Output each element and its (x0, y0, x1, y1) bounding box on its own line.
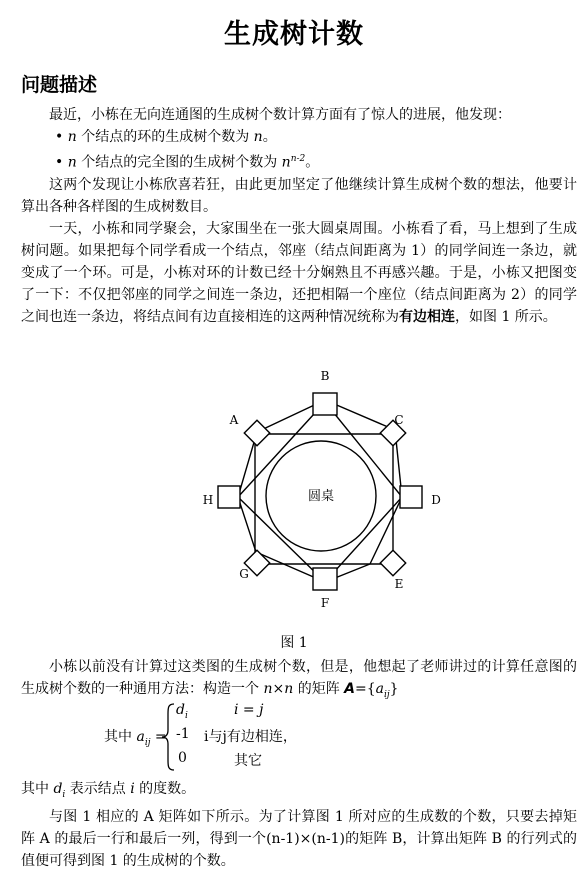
paragraph-2: 这两个发现让小栋欣喜若狂，由此更加坚定了他继续计算生成树个数的想法，他要计算出各种各样图的生成树数目。 (21, 176, 577, 215)
closing-text (21, 778, 577, 872)
intro-paragraph: 最近，小栋在无向连通图的生成树个数计算方面有了惊人的进展，他发现： (49, 107, 511, 123)
label-a: A (229, 413, 239, 427)
section-heading: 问题描述 (21, 74, 98, 96)
problem-text (21, 104, 577, 328)
seat-d (400, 486, 422, 508)
seat-b (313, 393, 337, 415)
label-g: G (239, 567, 249, 581)
label-c: C (394, 413, 404, 427)
label-e: E (394, 577, 404, 591)
final-paragraph: 与图 1 相应的 A 矩阵如下所示。为了计算图 1 所对应的生成数的个数，只要去掉矩阵 A 的最后一行和最后一列，得到一个(n-1)×(n-1)的矩阵 B，计算出矩阵 B 的行列式的值便可得到图 1 的生成树的个数。 (21, 808, 577, 869)
label-d: D (431, 493, 441, 507)
seat-e (380, 550, 405, 575)
bullet-complete-graph: • n 个结点的完全图的生成树个数为 $n^{n-2}$。 (55, 154, 320, 171)
brace-icon (160, 702, 176, 772)
bullet-ring: • n 个结点的环的生成树个数为 n。 (55, 129, 277, 145)
paragraph-3: 一天，小栋和同学聚会，大家围坐在一张大圆桌周围。小栋看了看，马上想到了生成树问题。如果把每个同学看成一个结点，邻座（结点间距离为 1）的同学间连一条边，就变成了一个环。可是，小栋对环的计数已经十分娴熟且不再感兴趣。于是，小栋又把图变了一下：不仅把邻座的同学之间连一条边，还把相隔一个座位（结点间距离为 2）的同学之间也连一条边，将结点间有边直接相连的这两种情况统称为有边相连，如图 1 所示。 (21, 220, 577, 325)
seat-f (313, 568, 337, 590)
seat-h (218, 486, 240, 508)
label-h: H (202, 493, 214, 507)
label-f: F (320, 596, 330, 610)
method-paragraph: 小栋以前没有计算过这类图的生成树个数，但是，他想起了老师讲过的计算任意图的生成树个数的一种通用方法：构造一个 n×n 的矩阵 $A=\{a_{ij}\}$ (21, 659, 577, 700)
page: 生成树计数 问题描述 最近，小栋在无向连通图的生成树个数计算方面有了惊人的进展，他发现： • n 个结点的环的生成树个数为 n。 • n 个结点的完全图的生成树个数为 $n^{n-2}$。 这两个发现让小栋欣喜若狂，由此更加坚定了他继续计算生成树个数的想法，他要计算出各种各样图的生成树数目。 一天，小栋和同学聚会，大家围坐在一张大圆桌周围。小栋看了看，马上想到了生成树问题。如果把每个同学看成一个结点，邻座（结点间距离为 1）的同学间连一条边，就变成了一个环。可是，小栋对环的计数已经十分娴熟且不再感兴趣。于是，小栋又把图变了一下：不仅把邻座的同学之间连一条边，还把相隔一个座位（结点间距离为 2）的同学之间也连一条边，将结点间有边直接相连的这两种情况统称为有边相连，如图 1 所示。 圆桌 B A C H D G E F 图 1 小栋以前没有计算过这类图的生成树个数，但是，他想起了老师讲过的计算任意图的生成树个数的一种通用方法：构造一个 n×n 的矩阵 $A=\{a_{ij}\}$ 其中 $a_{ij}$ = $d_i$ i = j -1 i与j有边相连， 0 其它 其中 $d_i$ 表示结点 i 的度数。 与图 1 相应的 A 矩阵如下所示。为了计算图 1 所对应的生成数的个数，只要去掉矩阵 A 的最后一行和最后一列，得到一个(n-1)×(n-1)的矩阵 B，计算出矩阵 B 的行列式的值便可得到图 1 的生成树的个数。 (0, 0, 588, 867)
table-label: 圆桌 (307, 489, 335, 504)
label-b: B (320, 369, 330, 383)
round-table-figure (190, 360, 460, 620)
seat-a (244, 420, 269, 445)
page-title: 生成树计数 (224, 19, 364, 50)
figure-caption: 图 1 (280, 635, 308, 651)
degree-note: 其中 $d_i$ 表示结点 i 的度数。 (21, 781, 196, 800)
